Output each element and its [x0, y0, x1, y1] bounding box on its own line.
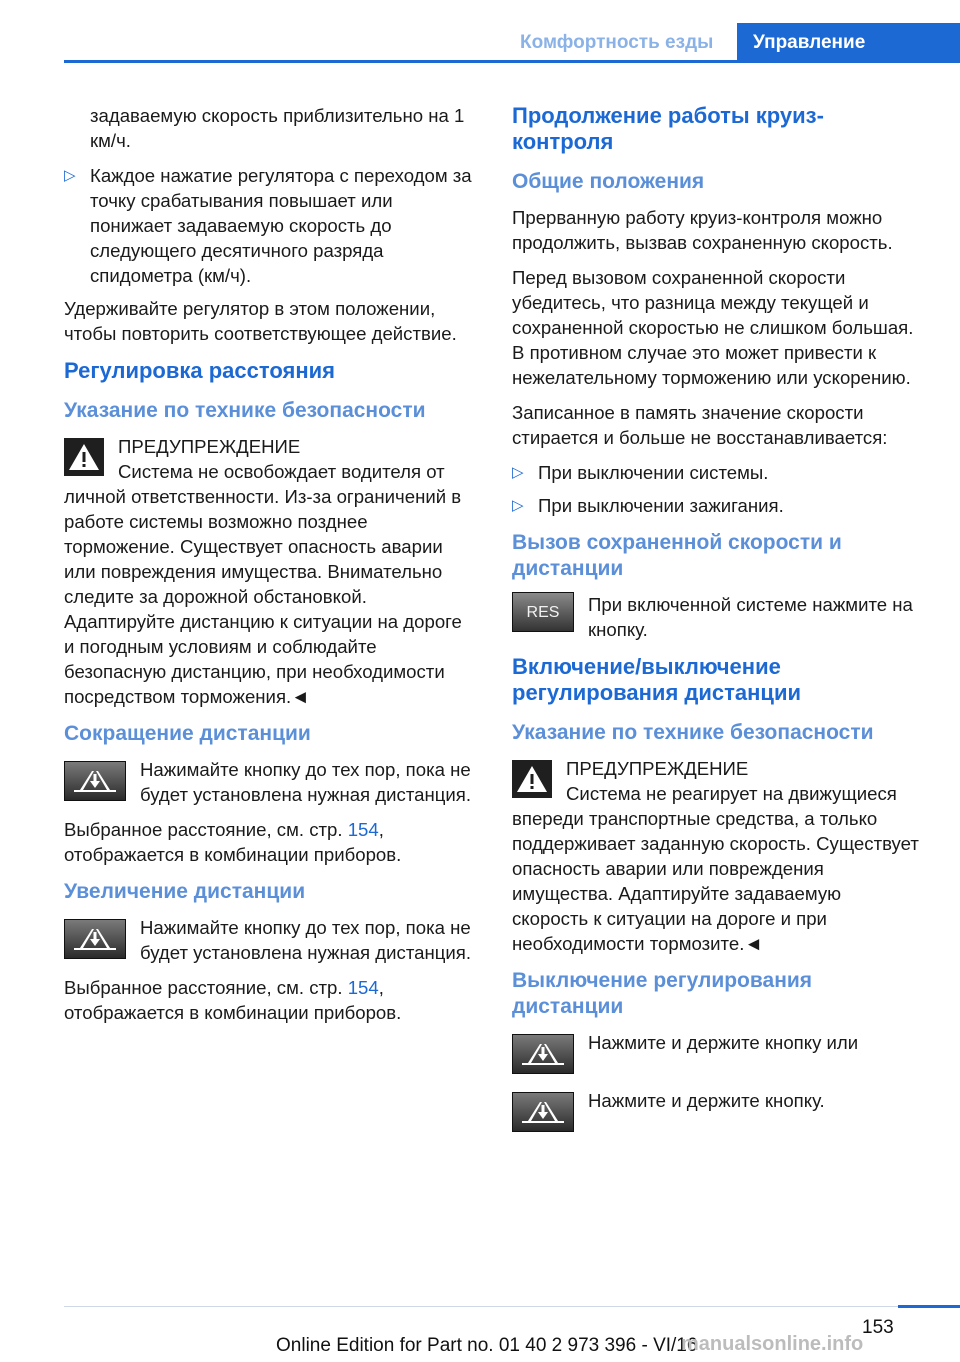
warning-block — [512, 756, 922, 956]
decrease-text: Нажимайте кнопку до тех пор, пока не будет установлена нужная дистанция. — [140, 759, 472, 805]
increase-block — [64, 915, 474, 965]
triangle-bullet-icon: ▷ — [512, 464, 524, 481]
hold-instruction: Удерживайте регулятор в этом положении, чтобы повторить соответствующее действие. — [64, 298, 457, 344]
recall-text: При включенной системе нажмите на кнопку. — [588, 594, 913, 640]
warning-icon — [512, 760, 552, 798]
list-item-text: При выключении системы. — [538, 462, 769, 483]
increase-reference — [64, 975, 474, 1025]
list-item-text: При выключении зажигания. — [538, 495, 784, 516]
edition-line: Online Edition for Part no. 01 40 2 973 396 - VI/16 — [276, 1335, 698, 1356]
decrease-block — [64, 757, 474, 807]
paragraph: Записанное в память значение скорости стирается и больше не восстанавливается: — [512, 402, 888, 448]
warning-text: Система не реагирует на движущиеся впереди транспортные средства, а только поддерживает заданную скорость. Существует опасность аварии или повреждения имущества. Адаптируйте задаваемую скорость к ситуации на дороге и при необходимости тормозите.◄ — [512, 783, 919, 954]
distance-button-icon — [512, 1034, 574, 1074]
continued-text: задаваемую скорость приблизительно на 1 км/ч. — [90, 105, 465, 151]
header-rule — [64, 60, 960, 63]
subheading-safety: Указание по технике безопасности — [512, 721, 874, 744]
distance-button-icon — [512, 1092, 574, 1132]
page-link[interactable]: 154 — [347, 819, 379, 840]
warning-title: ПРЕДУПРЕЖДЕНИЕ — [566, 758, 749, 779]
subheading-recall: Вызов сохраненной скорости и дистанции — [512, 531, 842, 580]
subheading-general: Общие положения — [512, 170, 705, 193]
list-item-text: Каждое нажатие регулятора с переходом за точку срабатывания повышает или понижает задаваемую скорость до следующего десятичного разряда спидометра (км/ч). — [90, 165, 472, 286]
footer-rule — [64, 1306, 898, 1307]
off-text: Нажмите и держите кнопку или — [588, 1032, 859, 1053]
page-link[interactable]: 154 — [347, 977, 379, 998]
subheading-off: Выключение регулирования дистанции — [512, 969, 813, 1018]
list-item — [512, 460, 922, 485]
res-button-icon: RES — [512, 592, 574, 632]
header-section-title: Комфортность езды — [520, 32, 714, 53]
warning-text: Система не освобождает водителя от личной ответственности. Из-за ограничений в работе системы возможно позднее торможение. Существует опасность аварии или повреждения имущества. Внимательно следите за дорожной обстановкой. Адаптируйте дистанцию к ситуации на дороге и погодным условиям и соблюдайте безопасную дистанцию, при необходимости посредством торможения.◄ — [64, 461, 462, 707]
list-item — [64, 163, 474, 288]
warning-title: ПРЕДУПРЕЖДЕНИЕ — [118, 436, 301, 457]
subheading-increase: Увеличение дистанции — [64, 880, 306, 903]
ref-text: , отображается в комбинации приборов. — [64, 977, 402, 1023]
section-heading-toggle: Включение/выключение регулирования дистанции — [512, 654, 801, 705]
section-heading-distance: Регулировка расстояния — [64, 358, 335, 383]
triangle-bullet-icon: ▷ — [64, 167, 76, 184]
left-column — [64, 103, 474, 1035]
ref-text: Выбранное расстояние, см. стр. — [64, 819, 348, 840]
footer-accent-rule — [898, 1305, 960, 1308]
header-chapter-tab: Управление — [737, 23, 960, 63]
paragraph: Перед вызовом сохраненной скорости убедитесь, что разница между текущей и сохраненной скоростью не слишком большая. В противном случае это может привести к нежелательному торможению или ускорению. — [512, 267, 914, 388]
subheading-safety: Указание по технике безопасности — [64, 399, 426, 422]
off-text: Нажмите и держите кнопку. — [588, 1090, 825, 1111]
decrease-reference — [64, 817, 474, 867]
watermark: manualsonline.info — [681, 1333, 864, 1355]
recall-block — [512, 592, 922, 642]
distance-button-icon — [64, 919, 126, 959]
right-column — [512, 103, 922, 1146]
ref-text: , отображается в комбинации приборов. — [64, 819, 402, 865]
ref-text: Выбранное расстояние, см. стр. — [64, 977, 348, 998]
subheading-decrease: Сокращение дистанции — [64, 722, 311, 745]
warning-block — [64, 434, 474, 709]
off-block-2 — [512, 1088, 922, 1136]
off-block-1 — [512, 1030, 922, 1078]
triangle-bullet-icon: ▷ — [512, 497, 524, 514]
list-item — [512, 493, 922, 518]
increase-text: Нажимайте кнопку до тех пор, пока не будет установлена нужная дистанция. — [140, 917, 472, 963]
paragraph: Прерванную работу круиз-контроля можно продолжить, вызвав сохраненную скорость. — [512, 207, 893, 253]
warning-icon — [64, 438, 104, 476]
section-heading-resume: Продолжение работы круиз-контроля — [512, 103, 824, 154]
distance-button-icon — [64, 761, 126, 801]
page-number: 153 — [862, 1317, 894, 1338]
